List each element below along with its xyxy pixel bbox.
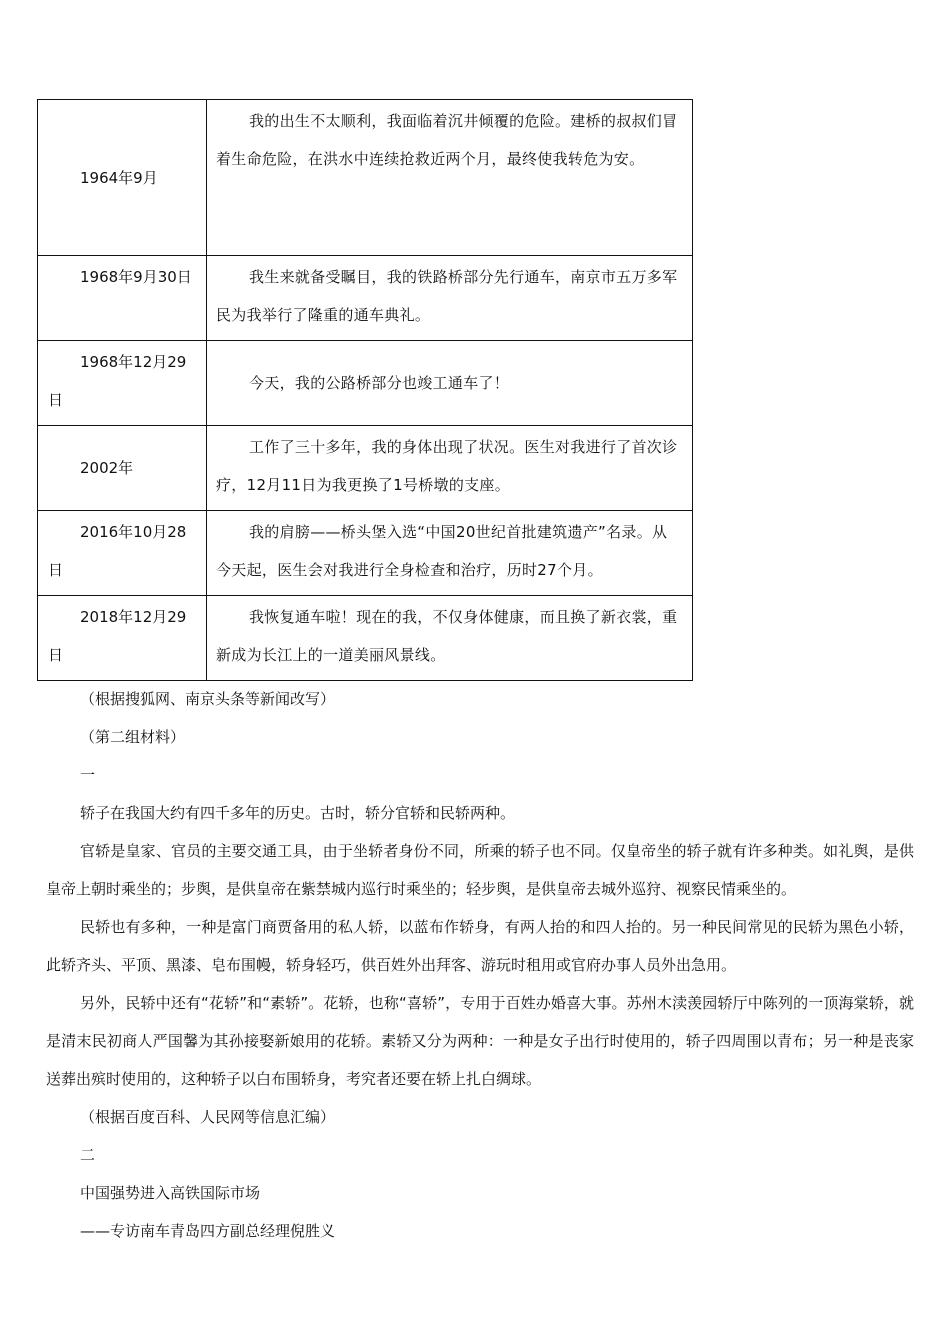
date-cell — [38, 100, 207, 256]
paragraph: 官轿是皇家、官员的主要交通工具，由于坐轿者身份不同，所乘的轿子也不同。仅皇帝坐的轿子就有许多种类。如礼舆，是供皇帝上朝时乘坐的；步舆，是供皇帝在紫禁城内巡行时乘坐的；轻步舆，是供皇帝去城外巡狩、视察民情乘坐的。 — [46, 842, 914, 898]
table-row — [38, 426, 693, 511]
date-text: 2018年12月29日 — [48, 608, 187, 664]
event-cell — [207, 426, 693, 511]
event-text: 我生来就备受瞩目，我的铁路桥部分先行通车，南京市五万多军民为我举行了隆重的通车典礼。 — [216, 268, 678, 324]
source-note: （根据百度百科、人民网等信息汇编） — [80, 1108, 336, 1126]
bridge-timeline-table — [37, 99, 693, 681]
event-cell — [207, 256, 693, 341]
table-row — [38, 596, 693, 681]
event-text: 我的肩膀——桥头堡入选“中国20世纪首批建筑遗产”名录。从今天起，医生会对我进行全身检查和治疗，历时27个月。 — [216, 523, 668, 579]
date-cell — [38, 511, 207, 596]
table-row — [38, 256, 693, 341]
date-text: 1968年12月29日 — [48, 353, 187, 409]
event-text: 我恢复通车啦！现在的我，不仅身体健康，而且换了新衣裳，重新成为长江上的一道美丽风景线。 — [216, 608, 678, 664]
date-text: 2016年10月28日 — [48, 523, 187, 579]
source-note: （根据搜狐网、南京头条等新闻改写） — [80, 690, 336, 708]
event-cell — [207, 341, 693, 426]
event-text: 我的出生不太顺利，我面临着沉井倾覆的危险。建桥的叔叔们冒着生命危险，在洪水中连续抢救近两个月，最终使我转危为安。 — [216, 112, 678, 168]
article-subtitle: ——专访南车青岛四方副总经理倪胜义 — [80, 1222, 336, 1240]
date-text: 1968年9月30日 — [80, 268, 192, 286]
event-text: 工作了三十多年，我的身体出现了状况。医生对我进行了首次诊疗，12月11日为我更换了1号桥墩的支座。 — [216, 438, 678, 494]
paragraph: 轿子在我国大约有四千多年的历史。古时，轿分官轿和民轿两种。 — [80, 804, 516, 822]
date-cell — [38, 256, 207, 341]
paragraph: 民轿也有多种，一种是富门商贾备用的私人轿，以蓝布作轿身，有两人抬的和四人抬的。另一种民间常见的民轿为黑色小轿，此轿齐头、平顶、黑漆、皂布围幔，轿身轻巧，供百姓外出拜客、游玩时租用或官府办事人员外出急用。 — [46, 918, 914, 974]
date-cell — [38, 426, 207, 511]
event-text: 今天，我的公路桥部分也竣工通车了！ — [249, 374, 510, 392]
group-label: （第二组材料） — [80, 728, 186, 746]
date-cell — [38, 596, 207, 681]
table-row — [38, 511, 693, 596]
date-text: 2002年 — [80, 459, 134, 477]
article-body — [46, 680, 914, 1250]
paragraph: 另外，民轿中还有“花轿”和“素轿”。花轿，也称“喜轿”，专用于百姓办婚喜大事。苏州木渎羡园轿厅中陈列的一顶海棠轿，就是清末民初商人严国馨为其孙接娶新娘用的花轿。素轿又分为两种：一种是女子出行时使用的，轿子四周围以青布；另一种是丧家送葬出殡时使用的，这种轿子以白布围轿身，考究者还要在轿上扎白绸球。 — [46, 994, 914, 1088]
section-number: 二 — [80, 1146, 96, 1164]
date-text: 1964年9月 — [80, 168, 158, 187]
table-row — [38, 341, 693, 426]
event-cell — [207, 511, 693, 596]
event-cell — [207, 596, 693, 681]
section-number: 一 — [80, 766, 96, 784]
event-cell — [207, 100, 693, 256]
table-row — [38, 100, 693, 256]
article-title: 中国强势进入高铁国际市场 — [80, 1184, 261, 1202]
date-cell — [38, 341, 207, 426]
